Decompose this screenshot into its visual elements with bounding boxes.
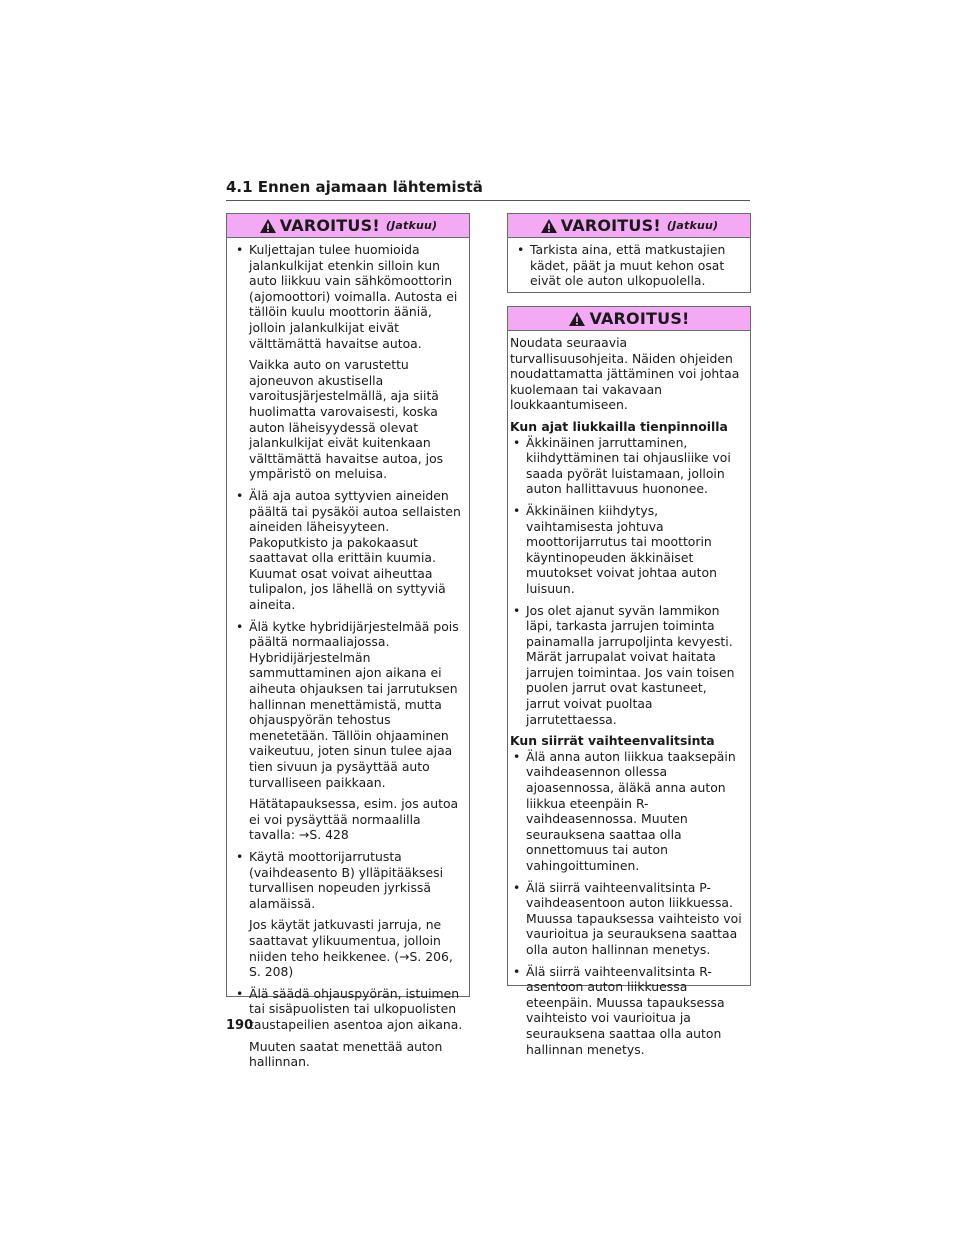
warning-bullet: • Tarkista aina, että matkustajien kädet, päät ja muut kehon osat eivät ole auton ulkopuolella. <box>514 242 744 289</box>
warning-triangle-icon <box>540 218 558 234</box>
right-top-warning-header <box>508 214 750 238</box>
warning-bullet: • Älä siirrä vaihteenvalitsinta P-vaihdeasentoon auton liikkuessa. Muussa tapauksessa vaihteisto voi vaurioitua ja seurauksena saattaa olla auton hallinnan menetys. <box>510 880 744 958</box>
warning-bullet-extra: Hätätapauksessa, esim. jos autoa ei voi pysäyttää normaalilla tavalla: →S. 428 <box>249 796 459 843</box>
warning-bullet-extra: Muuten saatat menettää auton hallinnan. <box>249 1038 443 1070</box>
warning-bullet: • Äkkinäinen kiihdytys, vaihtamisesta johtuva moottorijarrutus tai moottorin käyntinopeuden äkkinäiset muutokset voivat johtaa auton luisuun. <box>510 503 744 597</box>
warning-subheading: Kun siirrät vaihteenvalitsinta <box>510 733 715 749</box>
section-header: 4.1 Ennen ajamaan lähtemistä <box>226 178 750 201</box>
warning-bullet: • Älä siirrä vaihteenvalitsinta R-asentoon auton liikkuessa eteenpäin. Muussa tapauksessa vaihteisto voi vaurioitua ja seurauksena saattaa olla auton hallinnan menetys. <box>510 964 744 1058</box>
right-warning-header <box>508 307 750 331</box>
warning-title: VAROITUS! <box>589 309 690 328</box>
right-warning-box <box>507 306 751 1057</box>
warning-bullet: • Kuljettajan tulee huomioida jalankulkijat etenkin silloin kun auto liikkuu vain sähkömoottorin (ajomoottori) voimalla. Autosta ei tällöin kuulu moottorin ääniä, jolloin jalankulkijat eivät välttämättä havaitse autoa. <box>233 242 463 351</box>
warning-subheading: Kun ajat liukkailla tienpinnoilla <box>510 418 728 434</box>
warning-title: VAROITUS! <box>560 216 661 235</box>
warning-bullet: • Älä säädä ohjauspyörän, istuimen tai sisäpuolisten tai ulkopuolisten taustapeilien asentoa ajon aikana. <box>233 986 463 1033</box>
warning-continued: (Jatkuu) <box>385 219 438 232</box>
warning-title: VAROITUS! <box>279 216 380 235</box>
left-warning-header <box>227 214 469 238</box>
warning-continued: (Jatkuu) <box>666 219 719 232</box>
warning-intro: Noudata seuraavia turvallisuusohjeita. Näiden ohjeiden noudattamatta jättäminen voi johtaa kuolemaan tai vakavaan loukkaantumiseen. <box>510 335 740 413</box>
warning-bullet-extra: Vaikka auto on varustettu ajoneuvon akustisella varoitusjärjestelmällä, aja siitä huolimatta varovaisesti, koska auton läheisyydessä olevat jalankulkijat eivät kuitenkaan välttämättä havaitse autoa, jos ympäristö on meluisa. <box>249 357 444 482</box>
warning-bullet: • Älä anna auton liikkua taaksepäin vaihdeasennon ollessa ajoasennossa, äläkä anna auton liikkua eteenpäin R-vaihdeasennossa. Muuten seurauksena saattaa olla onnettomuus tai auton vahingoittuminen. <box>510 749 744 874</box>
warning-triangle-icon <box>259 218 277 234</box>
warning-bullet: • Älä aja autoa syttyvien aineiden päältä tai pysäköi autoa sellaisten aineiden läheisyyteen. Pakoputkisto ja pakokaasut saattavat olla erittäin kuumia. Kuumat osat voivat aiheuttaa tulipalon, jos lähellä on syttyviä aineita. <box>233 488 463 613</box>
warning-bullet-extra: Jos käytät jatkuvasti jarruja, ne saattavat ylikuumentua, jolloin niiden teho heikkenee. (→S. 206, S. 208) <box>249 917 453 980</box>
warning-triangle-icon <box>568 311 586 327</box>
warning-bullet: • Käytä moottorijarrutusta (vaihdeasento B) ylläpitääksesi turvallisen nopeuden jyrkissä alamäissä. <box>233 849 463 911</box>
warning-bullet: • Jos olet ajanut syvän lammikon läpi, tarkasta jarrujen toiminta painamalla jarrupoljinta kevyesti. Märät jarrupalat voivat haitata jarrujen toimintaa. Jos vain toisen puolen jarrut ovat kastuneet, jarrut voivat puoltaa jarrutettaessa. <box>510 603 744 728</box>
warning-bullet: • Älä kytke hybridijärjestelmää pois päältä normaaliajossa. Hybridijärjestelmän sammuttaminen ajon aikana ei aiheuta ohjauksen tai jarrutuksen hallinnan menettämistä, mutta ohjauspyörän tehostus menetetään. Tällöin ohjaaminen vaikeutuu, joten sinun tulee ajaa tien sivuun ja pysäyttää auto turvalliseen paikkaan. <box>233 619 463 791</box>
right-top-warning-box <box>507 213 751 293</box>
warning-bullet: • Äkkinäinen jarruttaminen, kiihdyttäminen tai ohjausliike voi saada pyörät luistamaan, jolloin auton hallittavuus huononee. <box>510 435 744 497</box>
page-number: 190 <box>226 1018 254 1033</box>
